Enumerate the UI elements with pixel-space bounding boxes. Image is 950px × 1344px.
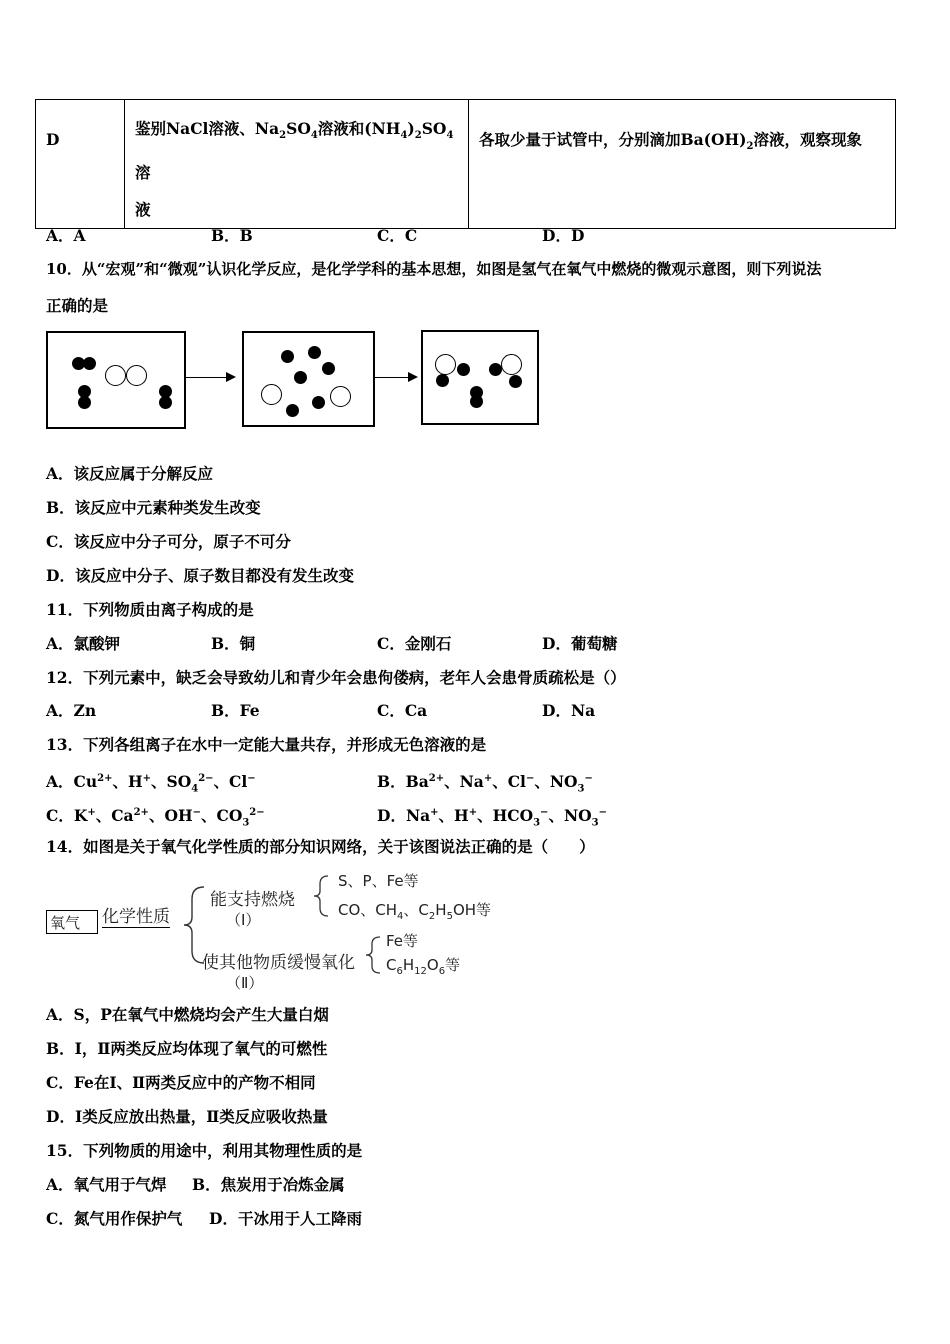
products-box [421, 330, 539, 425]
q12-option-c: C．Ca [377, 701, 428, 720]
formula-part: H [402, 956, 415, 974]
arrow-icon [374, 377, 416, 378]
ion-text: 、HCO [477, 806, 534, 826]
h-atom [457, 363, 470, 376]
q15-option-c: C．氮气用作保护气 [46, 1209, 183, 1228]
purpose-part: 液 [135, 200, 151, 220]
method-sub: 2 [746, 141, 754, 153]
formula-sub: 12 [414, 966, 427, 977]
ion-text: 、Cl [492, 772, 526, 792]
q10-option-c: C．该反应中分子可分，原子不可分 [46, 532, 291, 551]
h-atom [509, 375, 522, 388]
h-atom [281, 350, 294, 363]
purpose-part: SO [286, 119, 311, 138]
q15-option-d: D．干冰用于人工降雨 [209, 1209, 362, 1228]
brace-b2-icon [362, 935, 384, 975]
ion-subscript: 3 [591, 817, 599, 829]
formula-part: H [435, 901, 447, 919]
branch1-tag: （Ⅰ） [226, 911, 261, 929]
ion-charge: − [247, 773, 256, 784]
q12-option-a: A．Zn [46, 701, 97, 720]
root-label: 氧气 [50, 914, 81, 932]
h-atom [470, 395, 483, 408]
ion-text: 、H [438, 806, 469, 826]
ion-charge: − [598, 807, 607, 818]
ion-text: 、OH [148, 806, 193, 826]
purpose-sub: 4 [310, 130, 318, 142]
q13-option-c [46, 803, 265, 833]
q10-option-d: D．该反应中分子、原子数目都没有发生改变 [46, 566, 354, 585]
q11-option-a: A．氯酸钾 [46, 634, 121, 653]
ion-charge: − [584, 773, 593, 784]
q13-option-d [377, 803, 607, 833]
q11-option-c: C．金刚石 [377, 634, 452, 653]
ion-charge: 2− [198, 773, 214, 784]
purpose-sub: 2 [279, 130, 287, 142]
purpose-part: SO [421, 119, 447, 138]
ion-text: 、SO [151, 772, 192, 792]
q10-stem-line2: 正确的是 [46, 296, 109, 315]
row-label: D [46, 130, 60, 149]
purpose-part: 溶 [135, 163, 151, 183]
q13-stem: 13．下列各组离子在水中一定能大量共存，并形成无色溶液的是 [46, 735, 487, 754]
ion-text: C．K [46, 806, 88, 826]
formula-sub: 6 [396, 966, 403, 977]
q11-option-b: B．铜 [211, 634, 256, 653]
o-atom [330, 386, 351, 407]
ion-text: 、Cl [213, 772, 248, 792]
q10-option-a: A．该反应属于分解反应 [46, 464, 214, 483]
branch2-item2 [386, 954, 460, 977]
brace-b1-icon [310, 874, 332, 918]
o-atom [435, 354, 456, 375]
q9-option-c: C．C [377, 226, 418, 245]
ion-charge: − [540, 807, 549, 818]
formula-sub: 2 [428, 911, 436, 922]
ion-charge: + [468, 807, 478, 818]
h-atom [78, 396, 91, 409]
q14-option-c: C．Fe在Ⅰ、Ⅱ两类反应中的产物不相同 [46, 1073, 316, 1092]
ion-text: 、CO [200, 806, 243, 826]
ion-charge: + [430, 807, 439, 818]
ion-text: 、NO [548, 806, 592, 826]
h-atom [308, 346, 321, 359]
q15-option-b: B．焦炭用于冶炼金属 [192, 1175, 345, 1194]
h-atom [294, 371, 307, 384]
h-atom [83, 357, 96, 370]
method-part: 各取少量于试管中，分别滴加Ba(OH) [479, 130, 747, 149]
ion-subscript: 3 [242, 817, 250, 829]
table-cell-label [36, 100, 125, 229]
ion-text: A．Cu [46, 772, 98, 792]
method-part: 溶液，观察现象 [753, 130, 862, 149]
q14-option-b: B．Ⅰ，Ⅱ两类反应均体现了氧气的可燃性 [46, 1039, 328, 1058]
reactants-box [46, 331, 186, 429]
h-atom [322, 362, 335, 375]
ion-charge: 2− [249, 807, 265, 818]
purpose-sub: 4 [400, 130, 408, 142]
branch2-label: 使其他物质缓慢氧化 [202, 953, 355, 973]
q11-stem: 11．下列物质由离子构成的是 [46, 600, 254, 619]
purpose-sub: 4 [446, 130, 454, 142]
ion-text: D．Na [377, 806, 431, 826]
ion-charge: + [142, 773, 152, 784]
q9-option-a: A．A [46, 226, 86, 245]
ion-charge: + [483, 773, 493, 784]
branch1-item1: S、P、Fe等 [338, 872, 419, 890]
formula-part: CO、CH [338, 901, 398, 919]
o-atom [501, 354, 522, 375]
ion-subscript: 4 [191, 783, 199, 795]
q14-stem: 14．如图是关于氧气化学性质的部分知识网络，关于该图说法正确的是（ ） [46, 837, 595, 856]
q15-stem: 15．下列物质的用途中，利用其物理性质的是 [46, 1141, 363, 1160]
formula-part: O [426, 956, 439, 974]
ion-text: 、Ca [95, 806, 134, 826]
q12-option-d: D．Na [542, 701, 596, 720]
intermediate-box [242, 331, 375, 427]
q13-option-b [377, 769, 593, 799]
experiment-table [35, 99, 896, 229]
q14-option-d: D．Ⅰ类反应放出热量，Ⅱ类反应吸收热量 [46, 1107, 328, 1126]
formula-sub: 4 [397, 911, 404, 922]
branch1-item2 [338, 899, 491, 922]
ion-subscript: 3 [577, 783, 585, 795]
arrow-icon [186, 377, 234, 378]
purpose-part: 鉴别NaCl溶液、Na [135, 119, 280, 138]
o-atom [261, 384, 282, 405]
ion-charge: 2+ [428, 773, 445, 784]
q10-stem-line1: 10．从“宏观”和“微观”认识化学反应，是化学学科的基本思想，如图是氢气在氧气中燃烧的微观示意图，则下列说法 [46, 260, 822, 278]
ion-text: 、Na [444, 772, 484, 792]
table-cell-method [469, 100, 896, 229]
ion-text: 、H [112, 772, 143, 792]
ion-text: 、NO [534, 772, 578, 792]
formula-sub: 6 [438, 966, 446, 977]
table-cell-purpose [125, 100, 469, 229]
q12-stem: 12．下列元素中，缺乏会导致幼儿和青少年会患佝偻病，老年人会患骨质疏松是（） [46, 668, 626, 687]
q11-option-d: D．葡萄糖 [542, 634, 618, 653]
h-atom [286, 404, 299, 417]
q12-option-b: B．Fe [211, 701, 260, 720]
ion-subscript: 3 [533, 817, 541, 829]
formula-sub: 5 [446, 911, 453, 922]
q9-option-b: B．B [211, 226, 253, 245]
purpose-part: 溶液和(NH [317, 119, 401, 138]
q9-option-d: D．D [542, 226, 585, 245]
h-atom [436, 374, 449, 387]
ion-text: B．Ba [377, 772, 429, 792]
o-atom [126, 365, 147, 386]
purpose-sub: 2 [414, 130, 422, 142]
ion-charge: − [525, 773, 535, 784]
h-atom [489, 363, 502, 376]
ion-charge: 2+ [97, 773, 113, 784]
formula-part: C [386, 956, 397, 974]
ion-charge: + [87, 807, 96, 818]
branch2-tag: （Ⅱ） [226, 974, 264, 992]
table-row [36, 100, 896, 229]
formula-part: 等 [445, 956, 461, 974]
q14-option-a: A．S，P在氧气中燃烧均会产生大量白烟 [46, 1005, 329, 1024]
ion-charge: 2+ [133, 807, 149, 818]
branch2-item1: Fe等 [386, 932, 419, 950]
q15-option-a: A．氧气用于气焊 [46, 1175, 167, 1194]
q13-option-a [46, 769, 256, 799]
purpose-text [135, 119, 453, 219]
branch1-label: 能支持燃烧 [210, 890, 295, 910]
formula-part: OH等 [452, 901, 492, 919]
h-atom [159, 396, 172, 409]
o-atom [105, 365, 126, 386]
formula-part: 、C [403, 901, 429, 919]
purpose-part: ) [407, 119, 415, 138]
branch-label: 化学性质 [102, 902, 170, 928]
h-atom [312, 396, 325, 409]
ion-charge: − [192, 807, 201, 818]
q10-option-b: B．该反应中元素种类发生改变 [46, 498, 261, 517]
